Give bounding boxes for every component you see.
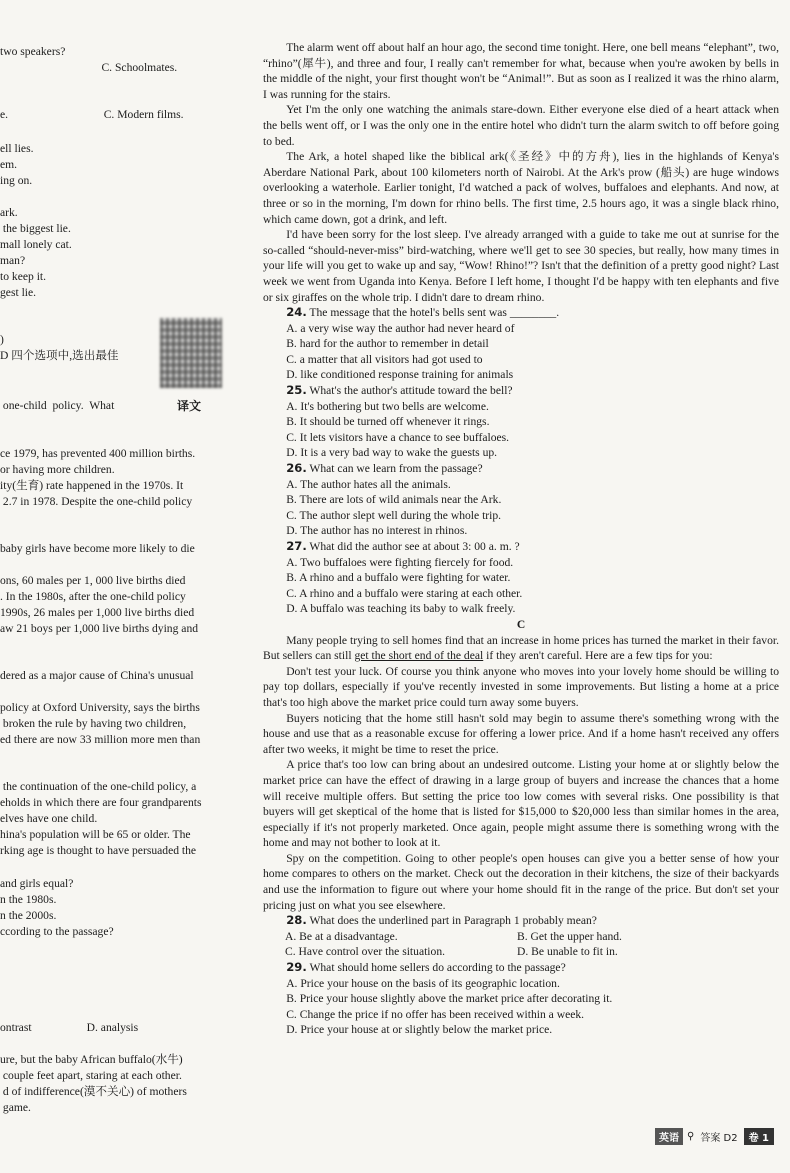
option[interactable]: B. It should be turned off whenever it rings. xyxy=(286,415,490,429)
passage-c-paragraph: Don't test your luck. Of course you think anyone who moves into your lovely home should be willing to pay top dollars, especially if you've recently invested in some improvements. But listing a home at a price that's too high above the market price could turn away some buyers. xyxy=(263,664,779,709)
option[interactable]: C. A rhino and a buffalo were staring at each other. xyxy=(286,586,523,600)
left-text-line: two speakers? xyxy=(0,45,66,58)
question-29: 29. What should home sellers do according to the passage? xyxy=(286,960,566,975)
question: 25. What's the author's attitude toward the bell? xyxy=(286,383,513,398)
option[interactable]: A. Price your house on the basis of its geographic location. xyxy=(286,976,560,990)
passage-c-paragraph: Many people trying to sell homes find that an increase in home prices has turned the market in their favor. But sellers can still get the short end of the deal if they aren't careful. Here are a few tips for you: xyxy=(263,633,779,663)
passage-c-rest xyxy=(263,664,779,914)
left-text-line: ark. xyxy=(0,206,18,219)
left-text-line: ) xyxy=(0,333,4,346)
left-text-line: dered as a major cause of China's unusual xyxy=(0,669,194,682)
magnifier-icon: ⚲ xyxy=(687,1131,695,1142)
passage-b-paragraph: The alarm went off about half an hour ago, the second time tonight. Here, one bell means “elephant”, two, “rhino”(犀牛), and three and four, I really can't remember for what, because when you're awoken by bells in the middle of the night, your first thought won't be “Animal!”. But as soon as I realized it was the rhino alarm, I was running for the stairs. xyxy=(263,41,779,101)
left-text-line: rking age is thought to have persuaded the xyxy=(0,844,197,857)
option[interactable]: C. The author slept well during the whole trip. xyxy=(286,508,502,522)
section-heading-c: C xyxy=(516,617,526,631)
left-text-line: eholds in which there are four grandparents xyxy=(0,796,202,809)
option[interactable]: D. Price your house at or slightly below the market price. xyxy=(286,1023,553,1037)
page-footer xyxy=(655,1128,774,1145)
subject-tag: 英语 xyxy=(655,1128,683,1145)
option[interactable]: D. It is a very bad way to wake the guests up. xyxy=(286,446,498,460)
left-text-line: broken the rule by having two children, xyxy=(0,717,187,730)
left-text-line: or having more children. xyxy=(0,463,115,476)
passage-b-paragraph: I'd have been sorry for the lost sleep. I've already arranged with a guide to take me out at sunrise for the so-called “should-never-miss” bird-watching, where we'll get to see 30 species, but really, how many times in your life will you get to wake up and say, “Wow! Rhino!”? Isn't that the definition of a pretty good night? Last week we went from Uganda into Kenya. Before I left home, I thought I'd be happy with ten elephants and five or six giraffes on the whole trip. I didn't dare to dream rhino. xyxy=(263,228,779,304)
left-text-line: one-child policy. What xyxy=(0,399,115,412)
questions-b xyxy=(263,305,779,617)
option[interactable]: C. Change the price if no offer has been received within a week. xyxy=(286,1007,585,1021)
left-text-line: em. xyxy=(0,158,18,171)
left-text-line: n the 1980s. xyxy=(0,893,57,906)
left-text-line: 1990s, 26 males per 1,000 live births died xyxy=(0,606,195,619)
left-text-line: man? xyxy=(0,254,26,267)
option[interactable]: B. hard for the author to remember in detail xyxy=(286,337,489,351)
left-text-line: . In the 1980s, after the one-child policy xyxy=(0,590,186,603)
underlined-phrase: get the short end of the deal xyxy=(354,649,484,663)
question-number: 25. xyxy=(286,383,307,398)
left-text-line: aw 21 boys per 1,000 live births dying and xyxy=(0,622,199,635)
answer-tag: 答案 D2 xyxy=(700,1133,738,1144)
question-number: 24. xyxy=(286,305,307,320)
left-text-line: the biggest lie. xyxy=(0,222,71,235)
left-text-line: gest lie. xyxy=(0,286,37,299)
q28-options-row-2 xyxy=(285,944,779,960)
left-text-line: n the 2000s. xyxy=(0,909,57,922)
left-text-line: game. xyxy=(0,1101,31,1114)
option[interactable]: D. The author has no interest in rhinos. xyxy=(286,524,468,538)
question: 24. The message that the hotel's bells sent was ________. xyxy=(286,305,560,320)
passage-b xyxy=(263,40,779,305)
option[interactable]: C. It lets visitors have a chance to see buffaloes. xyxy=(286,430,510,444)
question: 27. What did the author see at about 3: 00 a. m. ? xyxy=(286,539,520,553)
q28-options-row-1 xyxy=(285,929,779,945)
option[interactable]: C. a matter that all visitors had got used to xyxy=(286,352,483,366)
q29-options xyxy=(263,976,779,1038)
left-text-line: elves have one child. xyxy=(0,812,98,825)
option[interactable]: A. Two buffaloes were fighting fiercely for food. xyxy=(286,555,514,569)
option[interactable]: A. Be at a disadvantage. xyxy=(285,929,398,943)
left-text-line: ed there are now 33 million more men than xyxy=(0,733,201,746)
left-text-line: 2.7 in 1978. Despite the one-child policy xyxy=(0,495,193,508)
question-28: 28. What does the underlined part in Paragraph 1 probably mean? xyxy=(286,913,597,928)
left-text-line: ontrast D. analysis xyxy=(0,1021,139,1034)
left-text-line: ity(生育) rate happened in the 1970s. It xyxy=(0,479,184,492)
left-text-line: ccording to the passage? xyxy=(0,925,114,938)
question: 26. What can we learn from the passage? xyxy=(286,461,483,476)
option[interactable]: D. like conditioned response training for animals xyxy=(286,368,514,382)
option[interactable]: A. The author hates all the animals. xyxy=(286,477,451,491)
left-text-line: hina's population will be 65 or older. The xyxy=(0,828,191,841)
left-text-line: couple feet apart, staring at each other. xyxy=(0,1069,182,1082)
left-text-line: ce 1979, has prevented 400 million births. xyxy=(0,447,196,460)
option[interactable]: D. A buffalo was teaching its baby to walk freely. xyxy=(286,602,516,616)
option[interactable]: B. Get the upper hand. xyxy=(517,929,622,943)
option[interactable]: A. It's bothering but two bells are welcome. xyxy=(286,399,489,413)
right-column xyxy=(263,40,779,1038)
left-text-line: ing on. xyxy=(0,174,33,187)
option[interactable]: D. Be unable to fit in. xyxy=(517,945,618,959)
left-text-line: d of indifference(漠不关心) of mothers xyxy=(0,1085,187,1098)
left-text-line: mall lonely cat. xyxy=(0,238,72,251)
left-text-line: ons, 60 males per 1, 000 live births died xyxy=(0,574,186,587)
option[interactable]: A. a very wise way the author had never heard of xyxy=(286,321,515,335)
question-number: 26. xyxy=(286,461,307,476)
passage-c-paragraph: A price that's too low can bring about an undesired outcome. Listing your home at or slightly below the market price can have the effect of drawing in a large group of buyers and increase the chances that a home will receive multiple offers. But setting the price too low comes with several risks. One possibility is that buyers will get skeptical of the home that is listed for $15,000 to $20,000 less than similar homes in the area, especially if it's not properly marketed. Once again, people might assume there is something wrong with the home and may not bother to look at it. xyxy=(263,758,779,850)
left-text-line: C. Schoolmates. xyxy=(0,61,178,74)
passage-b-paragraph: Yet I'm the only one watching the animals stare-down. Either everyone else died of a heart attack when the bells went off, or I was the only one in the entire hotel who didn't turn the alarm switch to off before going to bed. xyxy=(263,103,779,148)
option[interactable]: B. A rhino and a buffalo were fighting for water. xyxy=(286,571,511,585)
left-text-line: and girls equal? xyxy=(0,877,74,890)
left-text-line: e. C. Modern films. xyxy=(0,108,184,121)
passage-c-paragraph: Spy on the competition. Going to other people's open houses can give you a better sense of how your home compares to others on the market. Check out the decoration in their kitchens, the size of their backyards and use the information to figure out where your home should fit in the range of the price. But don't set your pricing just on what you see elsewhere. xyxy=(263,851,779,912)
option[interactable]: B. There are lots of wild animals near the Ark. xyxy=(286,493,502,507)
left-text-line: ell lies. xyxy=(0,142,34,155)
left-text-line: policy at Oxford University, says the births xyxy=(0,701,200,714)
left-column-cropped xyxy=(0,40,250,1130)
qr-code-icon[interactable] xyxy=(160,318,222,388)
left-text-line: to keep it. xyxy=(0,270,47,283)
left-text-line: the continuation of the one-child policy, a xyxy=(0,780,197,793)
left-text-line: D 四个选项中,选出最佳 xyxy=(0,349,119,362)
left-text-line: ure, but the baby African buffalo(水牛) xyxy=(0,1053,183,1066)
option[interactable]: C. Have control over the situation. xyxy=(285,945,446,959)
volume-tag: 卷 1 xyxy=(744,1128,774,1145)
qr-label: 译文 xyxy=(177,399,202,413)
passage-b-paragraph: The Ark, a hotel shaped like the biblical ark(《圣经》中的方舟), lies in the highlands of Kenya's Aberdare National Park, about 100 kilometers north of Nairobi. At the Ark's prow (船头) are huge windows overlooking a waterhole. Earlier tonight, I'd watched a pack of wolves, buffaloes and elephants. And now, at three or so in the morning, I'm down for rhino bells. The first time, 2.5 hours ago, it was a single black rhino, which came down, got a drink, and left. xyxy=(263,150,779,226)
passage-c-paragraph: Buyers noticing that the home still hasn't sold may begin to assume there's something wrong with the house and use that as a reasonable excuse for offering a lower price. And if a home hasn't received any offers after two weeks, it might be time to reset the price. xyxy=(263,711,779,756)
left-text-line: baby girls have become more likely to die xyxy=(0,542,195,555)
option[interactable]: B. Price your house slightly above the market price after decorating it. xyxy=(286,992,613,1006)
question-number: 27. xyxy=(286,539,307,553)
